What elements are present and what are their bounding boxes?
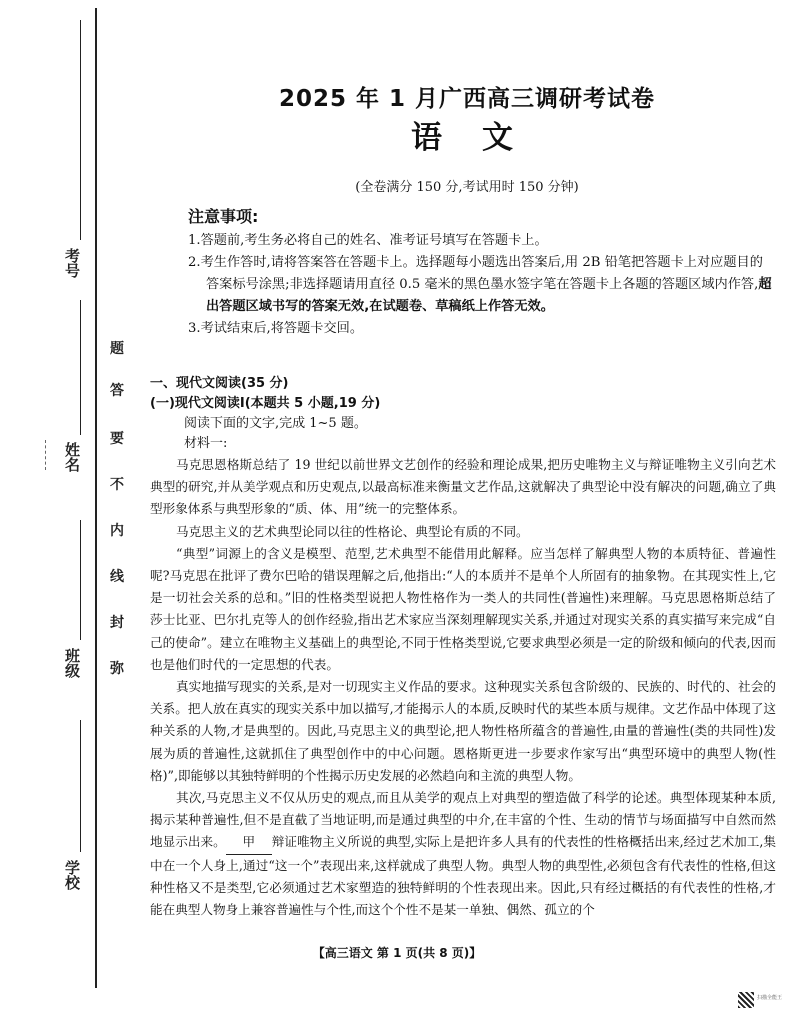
section-title: 一、现代文阅读(35 分) — [150, 376, 289, 391]
binding-margin — [0, 0, 130, 1015]
exam-page — [150, 72, 777, 921]
scanner-watermark: 扫描全能王 — [757, 995, 783, 1001]
reading-instruction: 阅读下面的文字,完成 1~5 题。 — [184, 416, 367, 431]
exam-title: 2025 年 1 月广西高三调研考试卷 — [278, 86, 656, 112]
material-label: 材料一: — [184, 436, 228, 451]
binding-dash — [45, 440, 46, 470]
page-footer: 【高三语文 第 1 页(共 8 页)】 — [312, 946, 482, 960]
name-label: 姓名 — [63, 442, 81, 472]
class-label: 班级 — [63, 648, 81, 678]
school-field[interactable] — [80, 720, 81, 852]
subsection-title: (一)现代文阅读Ⅰ(本题共 5 小题,19 分) — [150, 396, 381, 411]
name-field[interactable] — [80, 300, 81, 435]
binding-line — [95, 8, 97, 988]
passage-paragraph: 真实地描写现实的关系,是对一切现实主义作品的要求。这种现实关系包含阶级的、民族的、时代的、社会的关系。把人放在真实的现实关系中加以描写,才能揭示人的本质,反映时代的某些本质与规律。文艺作品中体现了这种关系的人物,才是典型的。因此,马克思主义的典型论,把人物性格所蕴含的普遍性,由量的普遍性(类的共同性)发展为质的普遍性,这就抓住了典型创作中的中心问题。恩格斯更进一步要求作家写出“典型环境中的典型人物(性格)”,即能够以其独特鲜明的个性揭示历史发展的必然趋向和主流的典型人物。 — [150, 679, 776, 783]
passage-text: 其次,马克思主义不仅从历史的观点,而且从美学的观点上对典型的塑造做了科学的论述。典型体现某种本质,揭示某种普遍性,但不是直截了当地证明,而是通过典型的中介,在丰富的个性、生动的情节与场面描写中自然而然地显示出来。 — [150, 790, 776, 850]
answer-blank: 甲 — [226, 831, 272, 854]
notice-list — [188, 230, 776, 340]
notice-item-2-text: 2.考生作答时,请将答案答在答题卡上。选择题每小题选出答案后,用 2B 铅笔把答题卡上对应题目的答案标号涂黑;非选择题请用直径 0.5 毫米的黑色墨水签字笔在答题卡上各题的答题区域内作答, — [188, 255, 763, 292]
exam-no-field[interactable] — [80, 20, 81, 240]
binding-notice-char: 弥 — [110, 661, 124, 677]
passage-paragraph: “典型”词源上的含义是模型、范型,艺术典型不能借用此解释。应当怎样了解典型人物的本质特征、普遍性呢?马克思在批评了费尔巴哈的错误理解之后,他指出:“人的本质并不是单个人所固有的抽象物。在其现实性上,它是一切社会关系的总和。”旧的性格类型说把人物性格作为一类人的共同性(普遍性)来理解。马克思恩格斯总结了莎士比亚、巴尔扎克等人的创作经验,指出艺术家应当深刻理解现实关系,并通过对现实关系的真实描写来完成“自己的使命”。建立在唯物主义基础上的典型论,不同于性格类型说,它要求典型必须是一定的阶级和倾向的代表,因而也是他们时代的一定思想的代表。 — [150, 545, 776, 672]
notice-item-2-emphasis: 超出答题区域书写的答案无效,在试题卷、草稿纸上作答无效。 — [206, 277, 772, 314]
binding-notice-char: 内 — [110, 523, 124, 539]
subject-title: 语文 — [411, 120, 553, 156]
notice-item-3: 3.考试结束后,将答题卡交回。 — [188, 321, 364, 336]
passage-text: 辩证唯物主义所说的典型,实际上是把许多人具有的代表性的性格概括出来,经过艺术加工,集中在一个人身上,通过“这一个”表现出来,这样就成了典型人物。典型人物的典型性,必须包含有代表性的性格,但这种性格又不是类型,它必须通过艺术家塑造的独特鲜明的个性表现出来。因此,只有经过概括的有代表性的性格,才能在典型人物身上兼容普遍性与个性,而这个个性不是某一单独、偶然、孤立的个 — [150, 834, 777, 918]
notice-item-1: 1.答题前,考生务必将自己的姓名、准考证号填写在答题卡上。 — [188, 233, 548, 248]
exam-no-label: 考号 — [63, 248, 81, 278]
passage-paragraph: 马克思恩格斯总结了 19 世纪以前世界文艺创作的经验和理论成果,把历史唯物主义与辩证唯物主义引向艺术典型的研究,并从美学观点和历史观点,以最高标准来衡量文艺作品,这就解决了典型论中没有解决的问题,确立了典型形象体系与典型形象的“质、体、用”统一的完整体系。 — [150, 457, 776, 517]
binding-notice-char: 题 — [110, 341, 124, 357]
qr-code-icon — [738, 992, 754, 1008]
binding-notice-char: 线 — [110, 569, 124, 585]
binding-notice-char: 答 — [110, 383, 124, 399]
binding-notice-char: 封 — [110, 615, 124, 631]
class-field[interactable] — [80, 520, 81, 640]
notice-title: 注意事项: — [188, 207, 259, 226]
passage-paragraph: 马克思主义的艺术典型论同以往的性格论、典型论有质的不同。 — [176, 523, 529, 539]
passage — [150, 454, 776, 921]
notice-item-2 — [188, 252, 776, 318]
passage-paragraph — [150, 787, 776, 921]
school-label: 学校 — [63, 860, 81, 890]
binding-notice-char: 不 — [110, 477, 124, 493]
score-info: (全卷满分 150 分,考试用时 150 分钟) — [355, 180, 579, 195]
binding-notice-char: 要 — [110, 431, 124, 447]
